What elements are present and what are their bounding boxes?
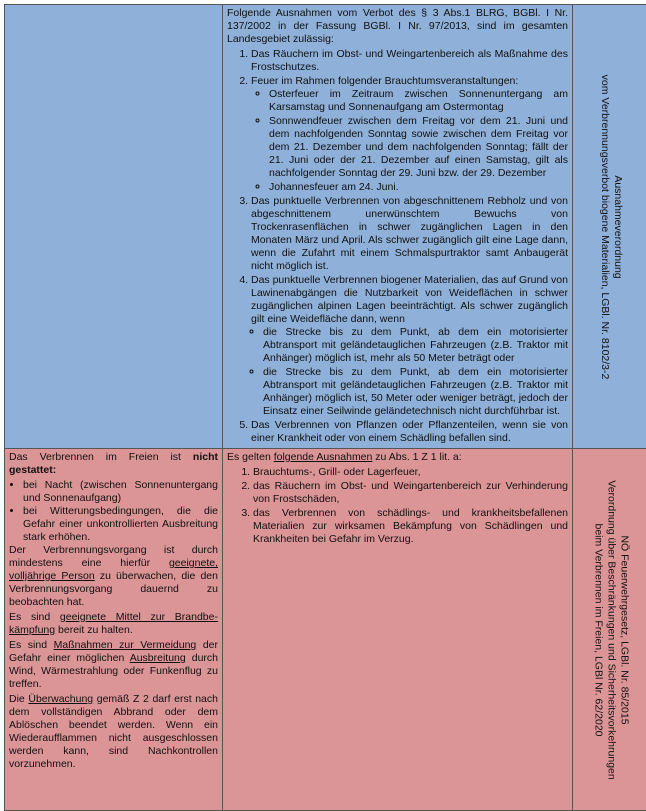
row-fire-law	[5, 449, 646, 811]
supervision-paragraph: Der Verbrennungsvorgang ist durch mindestens eine hierfür geeignete, volljährige Person zu überwachen, die den Verbrennungsvorgang dauernd zu beobachten hat.	[9, 544, 218, 609]
list-item: 3. das Verbrennen von schädlings- und krankheitsbefallenen Materialien zur wirksamen Bekämpfung von Schädlingen und Krankheiten bei Gefahr im Verzug.	[253, 507, 568, 546]
list-item: 1. Das Räuchern im Obst- und Weingartenbereich als Maßnahme des Frostschutzes.	[251, 48, 568, 74]
monitoring-paragraph: Die Überwachung gemäß Z 2 darf erst nach dem vollständigen Abbrand oder dem Ablöschen beendet werden. Wenn ein Wiederaufflammen nicht ausgeschlossen werden kann, sind Nachkontrollen vorzunehmen.	[9, 693, 218, 771]
list-item: • bei Nacht (zwischen Sonnenuntergang und Sonnenaufgang)	[23, 479, 218, 505]
exceptions-intro: Es gelten folgende Ausnahmen zu Abs. 1 Z 1 lit. a:	[227, 451, 568, 464]
conditions-cell	[5, 449, 223, 811]
exemptions-intro: Folgende Ausnahmen vom Verbot des § 3 Abs.1 BLRG, BGBl. I Nr. 137/2002 in der Fassung BGBl. I Nr. 97/2013, sind im gesamten Landesgebiet zulässig:	[227, 7, 568, 46]
list-item: • bei Witterungsbedingungen, die die Gefahr einer unkontrollierten Ausbreitung stark erhöhen.	[23, 505, 218, 544]
list-item: 1. Brauchtums-, Grill- oder Lagerfeuer,	[253, 466, 568, 479]
row-exemption-regulation	[5, 5, 646, 449]
pasture-conditions-list	[231, 326, 568, 418]
list-item: ◦ Johannesfeuer am 24. Juni.	[269, 181, 568, 194]
prohibition-list	[9, 479, 218, 544]
side-title-cell	[573, 5, 646, 449]
side-title-cell	[573, 449, 646, 811]
conditions-intro: Das Verbrennen im Freien ist nicht gestattet:	[9, 451, 218, 477]
list-item: 3. Das punktuelle Verbrennen von abgeschnittenem Rebholz und von abgeschnittenem unerwünschtem Bewuchs von Trockenrasenflächen in schwer zugänglichen Lagen in den Monaten März und April. Als schwer zugänglich gilt eine Lage dann, wenn die Zufahrt mit einem Schmalspurtraktor samt Anbaugerät nicht möglich ist.	[251, 195, 568, 273]
list-item: ◦ die Strecke bis zu dem Punkt, ab dem ein motorisierter Abtransport mit geländetauglichen Fahrzeugen (z.B. Traktor mit Anhänger) möglich ist, 50 Meter oder weniger beträgt, jedoch der Einsatz einer Seilwinde geländetechnisch nicht durchführbar ist.	[263, 366, 568, 418]
side-title: NÖ Feuerwehrgesetz, LGBl. Nr. 85/2015 Verordnung über Beschränkungen und Sicherheitsvorkehrungen beim Verbrennen im Freien, LGBl Nr. 62/2020	[592, 480, 631, 779]
list-item: ◦ die Strecke bis zu dem Punkt, ab dem ein motorisierter Abtransport mit geländetauglichen Fahrzeugen (z.B. Traktor mit Anhänger) möglich ist, mehr als 50 Meter beträgt oder	[263, 326, 568, 365]
list-item: 5. Das Verbrennen von Pflanzen oder Pflanzenteilen, wenn sie von einer Krankheit oder von einem Schädling befallen sind.	[251, 419, 568, 445]
prevention-paragraph: Es sind Maßnahmen zur Vermeidung der Gefahr einer möglichen Ausbreitung durch Wind, Wärmestrahlung oder Funkenflug zu treffen.	[9, 639, 218, 691]
exceptions-cell	[223, 449, 573, 811]
exemptions-list	[227, 48, 568, 445]
exemptions-cell	[223, 5, 573, 449]
side-title: Ausnahmeverordnung vom Verbrennungsverbot biogene Materialien, LGBl. Nr. 8102/3-2	[598, 74, 624, 379]
exceptions-list	[227, 466, 568, 546]
list-item: 2. Feuer im Rahmen folgender Brauchtumsveranstaltungen: ◦ Osterfeuer im Zeitraum zwischen Sonnenuntergang am Karsamstag und Sonnenaufgang am Ostermontag ◦ Sonnwendfeuer zwischen dem Freitag vor dem 21. Juni und dem nachfolgenden Sonntag sowie zwischen dem Freitag vor dem 21. Dezember und dem nachfolgenden Sonntag; fällt der 21. Juni oder der 21. Dezember auf einen Samstag, gilt als nachfolgender Sonntag der 29. Juni bzw. der 29. Dezember ◦ Johannesfeuer am 24. Juni.	[251, 75, 568, 194]
empty-cell	[5, 5, 223, 449]
list-item: 4. Das punktuelle Verbrennen biogener Materialien, das auf Grund von Lawinenabgängen die Nutzbarkeit von Weideflächen in schwer zugänglichen alpinen Lagen beeinträchtigt. Als schwer zugänglich gilt eine Weidefläche dann, wenn ◦ die Strecke bis zu dem Punkt, ab dem ein motorisierter Abtransport mit geländetauglichen Fahrzeugen (z.B. Traktor mit Anhänger) möglich ist, mehr als 50 Meter beträgt oder ◦ die Strecke bis zu dem Punkt, ab dem ein motorisierter Abtransport mit geländetauglichen Fahrzeugen (z.B. Traktor mit Anhänger) möglich ist, 50 Meter oder weniger beträgt, jedoch der Einsatz einer Seilwinde geländetechnisch nicht durchführbar ist.	[251, 274, 568, 418]
firefighting-paragraph: Es sind geeignete Mittel zur Brandbe-kämpfung bereit zu halten.	[9, 611, 218, 637]
custom-fires-list	[251, 88, 568, 194]
list-item: ◦ Osterfeuer im Zeitraum zwischen Sonnenuntergang am Karsamstag und Sonnenaufgang am Ostermontag	[269, 88, 568, 114]
regulation-table	[4, 4, 646, 811]
list-item: ◦ Sonnwendfeuer zwischen dem Freitag vor dem 21. Juni und dem nachfolgenden Sonntag sowie zwischen dem Freitag vor dem 21. Dezember und dem nachfolgenden Sonntag; fällt der 21. Juni oder der 21. Dezember auf einen Samstag, gilt als nachfolgender Sonntag der 29. Juni bzw. der 29. Dezember	[269, 115, 568, 180]
list-item: 2. das Räuchern im Obst- und Weingartenbereich zur Verhinderung von Frostschäden,	[253, 480, 568, 506]
